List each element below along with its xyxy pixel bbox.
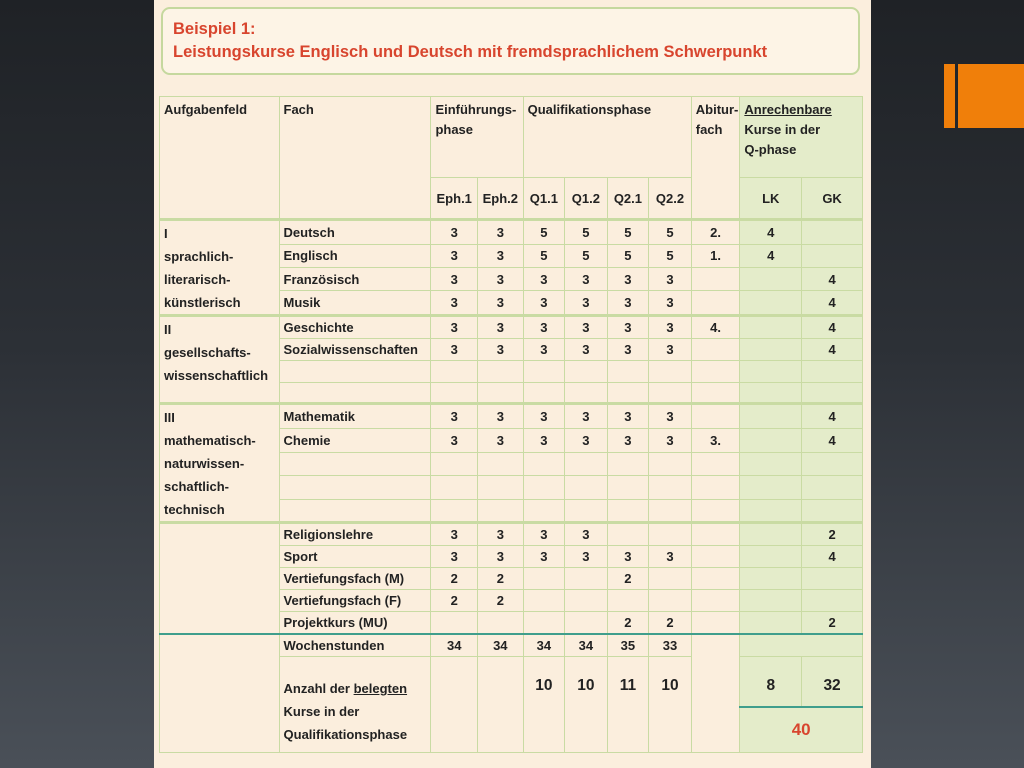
hours-cell: 3 [565,316,608,339]
hours-cell [431,612,478,635]
hours-cell: 3 [565,339,608,361]
wochenstunden-cell: 34 [478,634,524,657]
hours-cell: 2 [431,590,478,612]
abitur-cell [691,382,740,404]
hours-cell: 3 [431,523,478,546]
hours-cell [523,612,565,635]
hours-cell [649,499,692,522]
hours-cell: 3 [523,546,565,568]
hours-cell [478,452,524,475]
gk-cell: 2 [802,612,863,635]
header-col-eph2: Eph.2 [478,178,524,220]
subject-name: Vertiefungsfach (F) [279,590,431,612]
hours-cell: 3 [649,339,692,361]
anzahl-lk: 8 [740,657,802,707]
wochenstunden-cell: 34 [565,634,608,657]
hours-cell [431,476,478,499]
wochenstunden-label: Wochenstunden [279,634,431,657]
gk-cell [802,499,863,522]
hours-cell: 3 [523,339,565,361]
document-page [154,0,871,768]
hours-cell: 3 [649,404,692,429]
hours-cell: 3 [431,220,478,245]
abitur-cell [691,452,740,475]
hours-cell [478,499,524,522]
hours-cell: 3 [478,546,524,568]
abitur-cell: 2. [691,220,740,245]
lk-cell [740,429,802,453]
lk-cell [740,291,802,316]
hours-cell [607,499,649,522]
hours-cell: 3 [478,404,524,429]
anzahl-q-cell: 10 [565,657,608,753]
empty-cell [691,634,740,753]
hours-cell: 5 [565,244,608,267]
hours-cell [565,612,608,635]
gk-cell: 4 [802,546,863,568]
subject-name [279,452,431,475]
hours-cell [649,590,692,612]
abitur-cell [691,339,740,361]
hours-cell: 5 [607,244,649,267]
subject-name: Vertiefungsfach (M) [279,568,431,590]
hours-cell [523,361,565,383]
subject-name [279,361,431,383]
course-table [159,96,863,753]
hours-cell: 3 [649,316,692,339]
lk-cell [740,590,802,612]
abitur-cell: 1. [691,244,740,267]
header-lk: LK [740,178,802,220]
hours-cell: 5 [607,220,649,245]
hours-cell: 3 [431,429,478,453]
lk-cell [740,267,802,290]
header-anrechenbare-title: Anrechenbare [744,102,832,117]
wochenstunden-cell: 35 [607,634,649,657]
abitur-cell [691,291,740,316]
wochenstunden-cell: 34 [523,634,565,657]
hours-cell: 3 [478,523,524,546]
subject-name [279,499,431,522]
hours-cell: 3 [649,267,692,290]
subject-name: Deutsch [279,220,431,245]
anzahl-q-cell: 10 [649,657,692,753]
hours-cell: 3 [565,546,608,568]
gk-cell [802,244,863,267]
hours-cell [649,382,692,404]
hours-cell: 3 [607,404,649,429]
gk-cell: 4 [802,267,863,290]
hours-cell: 3 [523,523,565,546]
hours-cell: 2 [478,568,524,590]
header-gk: GK [802,178,863,220]
empty-cell [160,634,280,753]
hours-cell [431,452,478,475]
hours-cell [478,612,524,635]
wochenstunden-cell: 33 [649,634,692,657]
lk-cell [740,476,802,499]
subject-name: Projektkurs (MU) [279,612,431,635]
hours-cell: 3 [431,267,478,290]
gk-cell [802,361,863,383]
lk-cell [740,499,802,522]
hours-cell [607,361,649,383]
anzahl-q-cell: 10 [523,657,565,753]
hours-cell: 5 [523,244,565,267]
abitur-cell [691,361,740,383]
hours-cell [565,568,608,590]
hours-cell [431,499,478,522]
header-fach: Fach [279,97,431,220]
hours-cell: 2 [607,612,649,635]
anzahl-label-post: Kurse in der Qualifikationsphase [283,704,408,743]
group-label: III mathematisch- naturwissen- schaftlich- technisch [160,404,280,523]
hours-cell: 2 [478,590,524,612]
table-row [160,316,863,339]
hours-cell [523,499,565,522]
hours-cell [649,523,692,546]
anzahl-label [279,657,431,753]
gk-cell: 4 [802,429,863,453]
hours-cell [431,382,478,404]
group-label [160,523,280,635]
hours-cell [607,590,649,612]
example-title-box [161,7,860,75]
anzahl-q-cell: 11 [607,657,649,753]
header-abiturfach: Abitur- fach [691,97,740,220]
hours-cell: 3 [649,546,692,568]
abitur-cell: 4. [691,316,740,339]
hours-cell [478,361,524,383]
hours-cell: 3 [478,429,524,453]
lk-cell [740,316,802,339]
hours-cell [565,361,608,383]
gk-cell [802,220,863,245]
hours-cell [649,361,692,383]
lk-cell: 4 [740,220,802,245]
hours-cell: 3 [649,429,692,453]
subject-name: Chemie [279,429,431,453]
empty-cell [478,657,524,753]
header-col-q21: Q2.1 [607,178,649,220]
hours-cell: 3 [523,404,565,429]
table-row [160,404,863,429]
lk-cell [740,523,802,546]
abitur-cell [691,612,740,635]
hours-cell [431,361,478,383]
subject-name [279,476,431,499]
hours-cell [523,476,565,499]
hours-cell: 3 [478,291,524,316]
hours-cell: 2 [607,568,649,590]
empty-cell [431,657,478,753]
hours-cell: 3 [478,339,524,361]
hours-cell: 3 [607,429,649,453]
hours-cell: 3 [607,316,649,339]
abitur-cell: 3. [691,429,740,453]
hours-cell [607,476,649,499]
lk-cell [740,382,802,404]
hours-cell: 3 [478,244,524,267]
table-row [160,523,863,546]
abitur-cell [691,404,740,429]
hours-cell: 3 [478,267,524,290]
hours-cell: 5 [565,220,608,245]
hours-cell: 2 [431,568,478,590]
hours-cell: 5 [649,244,692,267]
hours-cell [565,499,608,522]
hours-cell [565,452,608,475]
accent-bar [944,64,955,128]
table-row [160,220,863,245]
lk-cell [740,361,802,383]
hours-cell: 3 [565,429,608,453]
hours-cell [649,452,692,475]
hours-cell: 3 [431,339,478,361]
header-col-q11: Q1.1 [523,178,565,220]
abitur-cell [691,499,740,522]
header-anrechenbare-sub: Kurse in der Q-phase [744,122,821,157]
hours-cell: 3 [565,267,608,290]
hours-cell: 2 [649,612,692,635]
gk-cell: 4 [802,316,863,339]
hours-cell: 3 [523,291,565,316]
lk-cell [740,452,802,475]
anzahl-total: 40 [740,707,863,753]
subject-name [279,382,431,404]
gk-cell [802,568,863,590]
lk-cell [740,568,802,590]
hours-cell: 3 [565,291,608,316]
hours-cell: 3 [431,316,478,339]
header-anrechenbare [740,97,863,178]
header-qualifikationsphase: Qualifikationsphase [523,97,691,178]
header-col-q22: Q2.2 [649,178,692,220]
abitur-cell [691,568,740,590]
header-col-q12: Q1.2 [565,178,608,220]
group-label: II gesellschafts- wissenschaftlich [160,316,280,404]
hours-cell [649,476,692,499]
subject-name: Englisch [279,244,431,267]
gk-cell [802,382,863,404]
gk-cell [802,452,863,475]
hours-cell [523,382,565,404]
hours-cell [565,382,608,404]
anzahl-gk: 32 [802,657,863,707]
subject-name: Sozialwissenschaften [279,339,431,361]
hours-cell: 5 [523,220,565,245]
header-einfuehrungsphase: Einführungs- phase [431,97,523,178]
subject-name: Musik [279,291,431,316]
hours-cell [478,476,524,499]
hours-cell [565,476,608,499]
subject-name: Sport [279,546,431,568]
hours-cell: 3 [431,244,478,267]
hours-cell [523,568,565,590]
abitur-cell [691,590,740,612]
abitur-cell [691,523,740,546]
hours-cell [607,452,649,475]
gk-cell [802,590,863,612]
hours-cell [649,568,692,590]
hours-cell: 3 [431,546,478,568]
lk-cell [740,612,802,635]
header-aufgabenfeld: Aufgabenfeld [160,97,280,220]
hours-cell: 3 [431,404,478,429]
group-label: I sprachlich- literarisch- künstlerisch [160,220,280,316]
example-title: Beispiel 1: [173,20,256,38]
hours-cell: 3 [649,291,692,316]
hours-cell: 3 [607,546,649,568]
subject-name: Religionslehre [279,523,431,546]
anzahl-label-belegten: belegten [353,681,408,697]
hours-cell: 3 [565,404,608,429]
header-col-eph1: Eph.1 [431,178,478,220]
hours-cell [565,590,608,612]
example-subtitle: Leistungskurse Englisch und Deutsch mit fremdsprachlichem Schwerpunkt [173,43,768,61]
hours-cell [523,452,565,475]
accent-block [958,64,1024,128]
abitur-cell [691,546,740,568]
subject-name: Mathematik [279,404,431,429]
hours-cell: 3 [431,291,478,316]
lk-cell [740,404,802,429]
hours-cell [607,382,649,404]
subject-name: Französisch [279,267,431,290]
hours-cell: 3 [523,429,565,453]
wochenstunden-cell: 34 [431,634,478,657]
hours-cell: 3 [478,220,524,245]
lk-cell [740,546,802,568]
abitur-cell [691,476,740,499]
hours-cell: 3 [607,267,649,290]
gk-cell [802,476,863,499]
hours-cell: 3 [523,316,565,339]
hours-cell: 3 [523,267,565,290]
hours-cell [607,523,649,546]
hours-cell [523,590,565,612]
hours-cell: 3 [478,316,524,339]
hours-cell [478,382,524,404]
hours-cell: 3 [607,291,649,316]
lk-cell [740,339,802,361]
gk-cell: 4 [802,291,863,316]
hours-cell: 5 [649,220,692,245]
lk-cell: 4 [740,244,802,267]
hours-cell: 3 [607,339,649,361]
empty-cell [740,634,863,657]
gk-cell: 2 [802,523,863,546]
hours-cell: 3 [565,523,608,546]
anzahl-label-pre: Anzahl der [283,681,354,697]
subject-name: Geschichte [279,316,431,339]
abitur-cell [691,267,740,290]
gk-cell: 4 [802,339,863,361]
gk-cell: 4 [802,404,863,429]
